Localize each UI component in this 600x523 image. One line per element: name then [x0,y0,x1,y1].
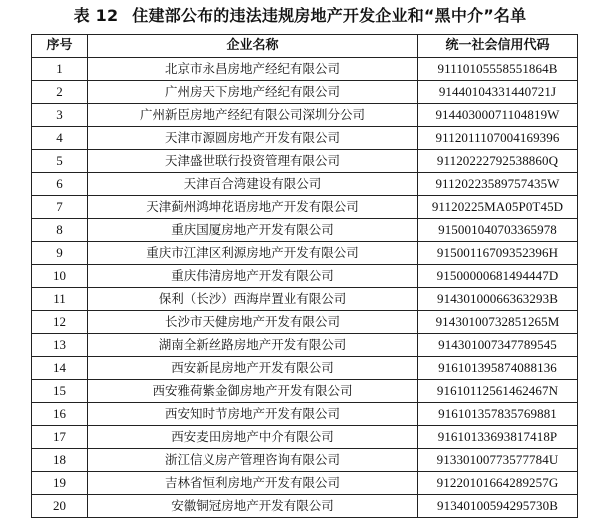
table-body [32,58,578,518]
table-row [32,81,578,104]
company-name-cell: 天津蓟州鸿坤花语房地产开发有限公司 [88,196,418,219]
table-row [32,403,578,426]
table-row [32,127,578,150]
table-row [32,265,578,288]
credit-code-cell: 914301007347789545 [418,334,578,357]
company-name-cell: 广州新臣房地产经纪有限公司深圳分公司 [88,104,418,127]
credit-code-cell: 91430100732851265M [418,311,578,334]
table-row [32,380,578,403]
row-index: 9 [32,242,88,265]
row-index: 17 [32,426,88,449]
row-index: 10 [32,265,88,288]
credit-code-cell: 9112011107004169396 [418,127,578,150]
credit-code-cell: 91440104331440721J [418,81,578,104]
credit-code-cell: 91220101664289257G [418,472,578,495]
row-index: 18 [32,449,88,472]
table-row [32,242,578,265]
row-index: 7 [32,196,88,219]
row-index: 12 [32,311,88,334]
row-index: 16 [32,403,88,426]
row-index: 20 [32,495,88,518]
company-name-cell: 西安麦田房地产中介有限公司 [88,426,418,449]
table-row [32,288,578,311]
credit-code-cell: 91440300071104819W [418,104,578,127]
row-index: 4 [32,127,88,150]
table-row [32,357,578,380]
row-index: 6 [32,173,88,196]
row-index: 11 [32,288,88,311]
table-row [32,196,578,219]
company-name-cell: 长沙市天健房地产开发有限公司 [88,311,418,334]
credit-code-cell: 91330100773577784U [418,449,578,472]
table-row [32,311,578,334]
table-row [32,472,578,495]
table-row [32,219,578,242]
company-name-cell: 浙江信义房产管理咨询有限公司 [88,449,418,472]
company-name-cell: 西安知时节房地产开发有限公司 [88,403,418,426]
credit-code-cell: 916101395874088136 [418,357,578,380]
company-name-cell: 天津百合湾建设有限公司 [88,173,418,196]
table-row [32,104,578,127]
company-name-cell: 天津盛世联行投资管理有限公司 [88,150,418,173]
row-index: 13 [32,334,88,357]
company-name-cell: 天津市源圆房地产开发有限公司 [88,127,418,150]
table-row [32,173,578,196]
header-credit-code: 统一社会信用代码 [418,35,578,58]
table-row [32,150,578,173]
row-index: 5 [32,150,88,173]
credit-code-cell: 91110105558551864B [418,58,578,81]
credit-code-cell: 91120225MA05P0T45D [418,196,578,219]
credit-code-cell: 91340100594295730B [418,495,578,518]
table-row [32,495,578,518]
credit-code-cell: 91430100066363293B [418,288,578,311]
credit-code-cell: 91500000681494447D [418,265,578,288]
row-index: 14 [32,357,88,380]
company-name-cell: 西安雅荷紫金御房地产开发有限公司 [88,380,418,403]
table-number: 表 12 [73,6,119,25]
header-index: 序号 [32,35,88,58]
table-caption [0,4,600,28]
table-row [32,334,578,357]
company-table [31,34,578,518]
credit-code-cell: 91120223589757435W [418,173,578,196]
company-name-cell: 湖南全新丝路房地产开发有限公司 [88,334,418,357]
credit-code-cell: 915001040703365978 [418,219,578,242]
credit-code-cell: 91610112561462467N [418,380,578,403]
table-row [32,58,578,81]
company-name-cell: 安徽铜冠房地产开发有限公司 [88,495,418,518]
company-name-cell: 北京市永昌房地产经纪有限公司 [88,58,418,81]
row-index: 1 [32,58,88,81]
row-index: 3 [32,104,88,127]
row-index: 15 [32,380,88,403]
credit-code-cell: 91120222792538860Q [418,150,578,173]
table-row [32,449,578,472]
company-name-cell: 保利（长沙）西海岸置业有限公司 [88,288,418,311]
company-name-cell: 西安新昆房地产开发有限公司 [88,357,418,380]
company-name-cell: 吉林省恒利房地产开发有限公司 [88,472,418,495]
company-name-cell: 重庆国厦房地产开发有限公司 [88,219,418,242]
table-header-row [32,35,578,58]
company-name-cell: 广州房天下房地产经纪有限公司 [88,81,418,104]
company-name-cell: 重庆伟清房地产开发有限公司 [88,265,418,288]
credit-code-cell: 91500116709352396H [418,242,578,265]
row-index: 2 [32,81,88,104]
table-row [32,426,578,449]
row-index: 8 [32,219,88,242]
credit-code-cell: 916101357835769881 [418,403,578,426]
table-title: 住建部公布的违法违规房地产开发企业和“黑中介”名单 [132,6,527,25]
credit-code-cell: 91610133693817418P [418,426,578,449]
row-index: 19 [32,472,88,495]
header-company-name: 企业名称 [88,35,418,58]
company-name-cell: 重庆市江津区利源房地产开发有限公司 [88,242,418,265]
